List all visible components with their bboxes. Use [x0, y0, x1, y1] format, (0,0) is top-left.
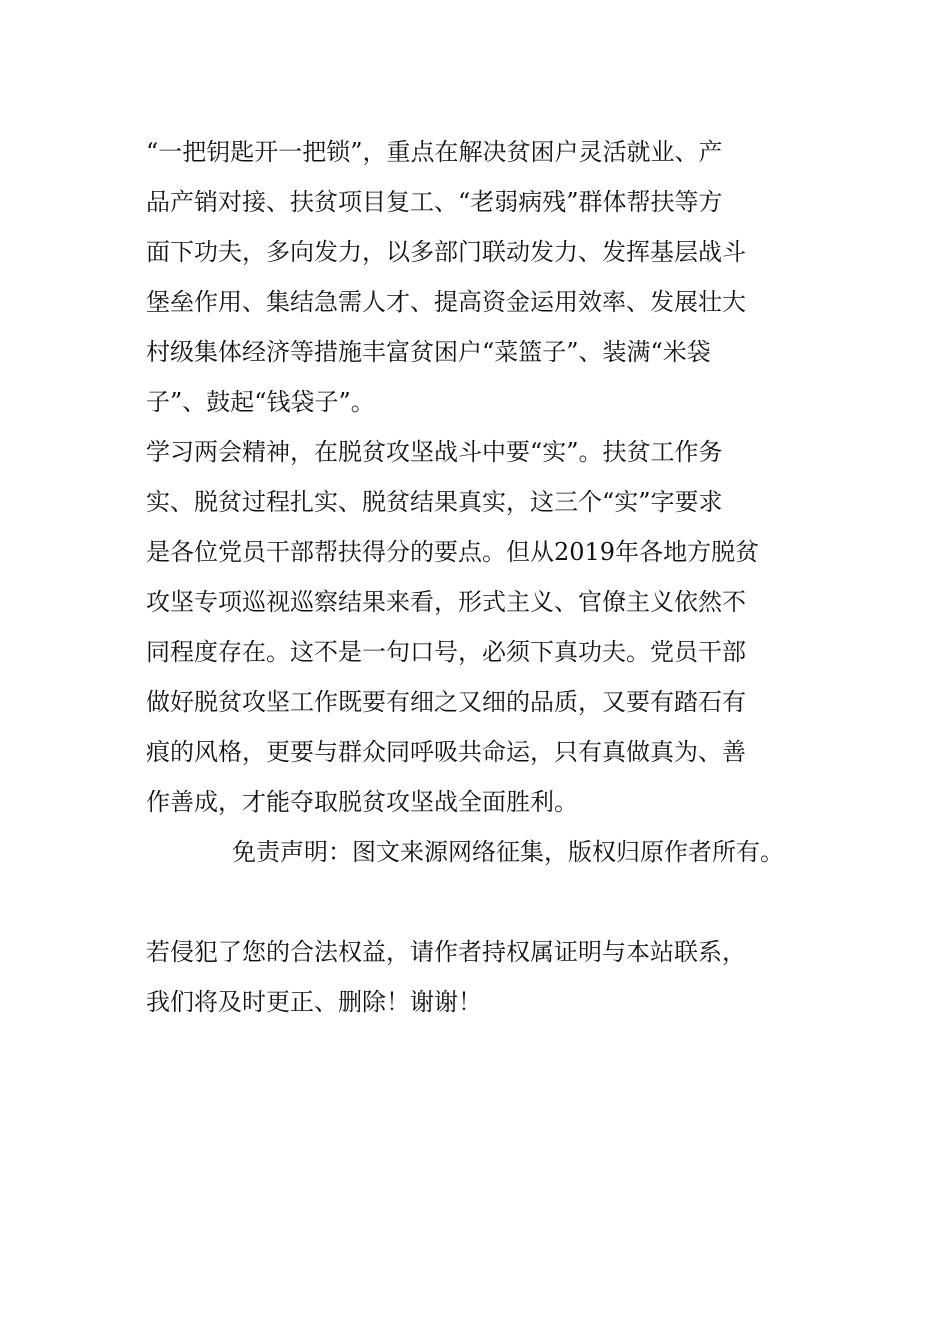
paragraph-line: 是各位党员干部帮扶得分的要点。但从2019年各地方脱贫	[146, 538, 760, 566]
paragraph-line: “一把钥匙开一把锁”，重点在解决贫困户灵活就业、产	[146, 138, 723, 166]
paragraph-line: 同程度存在。这不是一句口号，必须下真功夫。党员干部	[146, 638, 746, 666]
paragraph-line: 学习两会精神，在脱贫攻坚战斗中要“实”。扶贫工作务	[146, 438, 723, 466]
paragraph-line: 攻坚专项巡视巡察结果来看，形式主义、官僚主义依然不	[146, 588, 746, 616]
disclaimer-line-2: 若侵犯了您的合法权益，请作者持权属证明与本站联系，	[146, 938, 746, 966]
paragraph-line: 子”、鼓起“钱袋子”。	[146, 388, 375, 416]
paragraph-line: 作善成，才能夺取脱贫攻坚战全面胜利。	[146, 788, 578, 816]
paragraph-line: 痕的风格，更要与群众同呼吸共命运，只有真做真为、善	[146, 738, 746, 766]
paragraph-line: 面下功夫，多向发力，以多部门联动发力、发挥基层战斗	[146, 238, 746, 266]
paragraph-line: 实、脱贫过程扎实、脱贫结果真实，这三个“实”字要求	[146, 488, 723, 516]
disclaimer-line-3: 我们将及时更正、删除！谢谢！	[146, 988, 482, 1016]
disclaimer-line-1: 免责声明：图文来源网络征集，版权归原作者所有。	[232, 838, 784, 866]
paragraph-line: 堡垒作用、集结急需人才、提高资金运用效率、发展壮大	[146, 288, 746, 316]
paragraph-line: 村级集体经济等措施丰富贫困户“菜篮子”、装满“米袋	[146, 338, 711, 366]
paragraph-line: 品产销对接、扶贫项目复工、“老弱病残”群体帮扶等方	[146, 188, 723, 216]
paragraph-line: 做好脱贫攻坚工作既要有细之又细的品质，又要有踏石有	[146, 688, 746, 716]
